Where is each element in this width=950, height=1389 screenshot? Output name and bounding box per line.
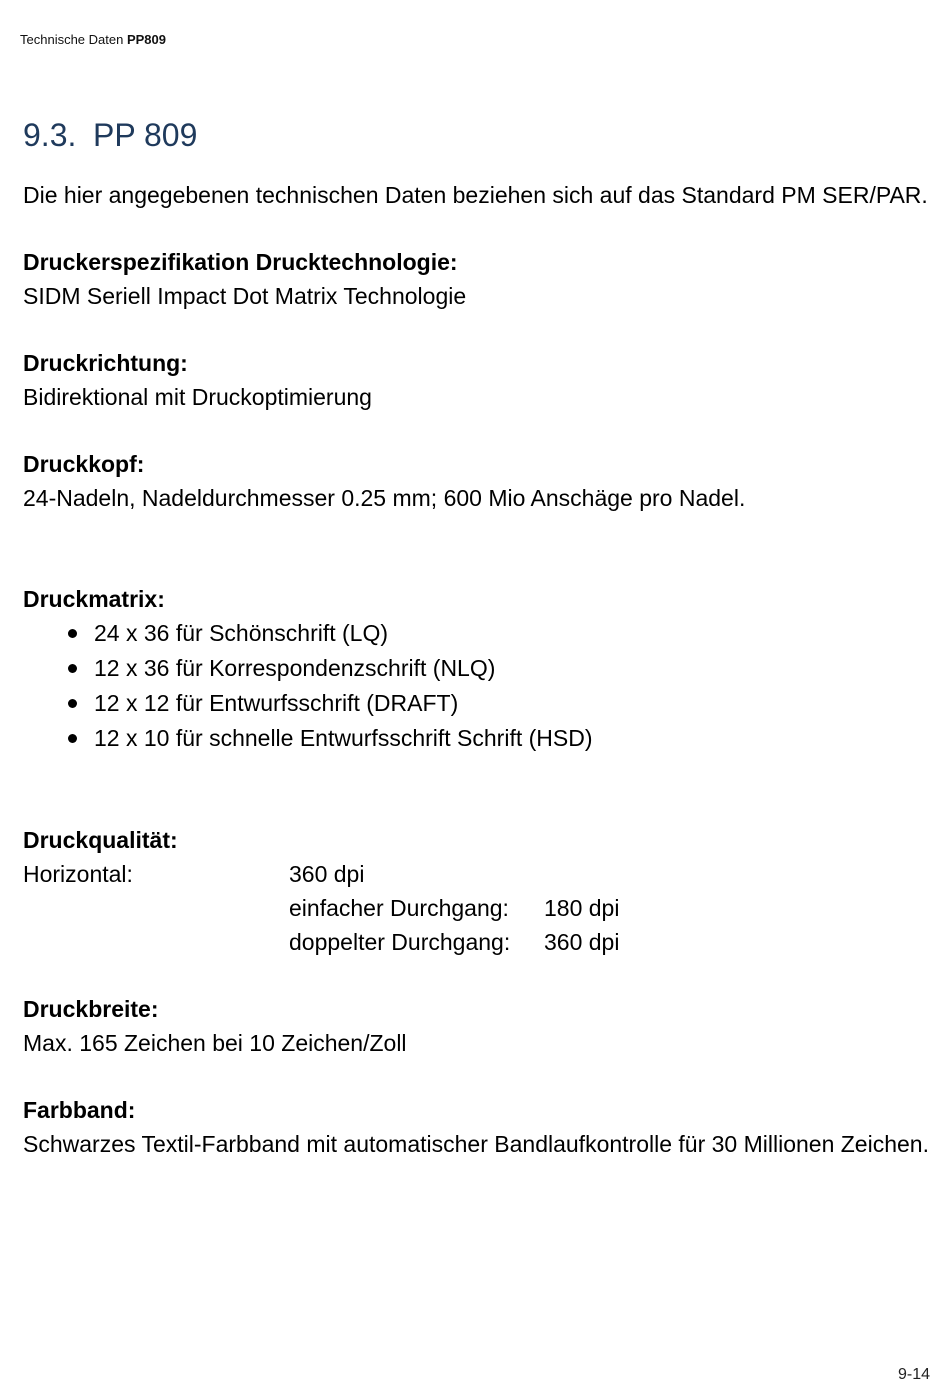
running-header-model: PP809 xyxy=(126,32,167,47)
single-pass-label: einfacher Durchgang: xyxy=(289,895,509,921)
section-title-text: PP 809 xyxy=(93,117,198,153)
running-header-text: Technische Daten xyxy=(20,32,124,47)
width-label: Druckbreite: xyxy=(23,996,159,1022)
quality-horizontal-value: 360 dpi xyxy=(289,861,365,887)
intro-paragraph: Die hier angegebenen technischen Daten beziehen sich auf das Standard PM SER/PAR. xyxy=(23,182,928,208)
direction-value: Bidirektional mit Druckoptimierung xyxy=(23,384,372,410)
list-item: 12 x 36 für Korrespondenzschrift (NLQ) xyxy=(68,651,933,686)
technology-label: Druckerspezifikation Drucktechnologie: xyxy=(23,249,458,275)
double-pass-value: 360 dpi xyxy=(544,929,620,955)
section-number: 9.3. xyxy=(23,117,77,153)
printhead-label: Druckkopf: xyxy=(23,451,145,477)
list-item: 12 x 10 für schnelle Entwurfsschrift Schrift (HSD) xyxy=(68,721,933,756)
ribbon-label: Farbband: xyxy=(23,1097,136,1123)
printhead-value: 24-Nadeln, Nadeldurchmesser 0.25 mm; 600 Mio Anschäge pro Nadel. xyxy=(23,485,746,511)
section-title xyxy=(23,117,197,154)
single-pass-value: 180 dpi xyxy=(544,895,620,921)
page-number: 9-14 xyxy=(897,1366,930,1383)
technology-value: SIDM Seriell Impact Dot Matrix Technologie xyxy=(23,283,467,309)
quality-single-pass-row xyxy=(23,891,933,925)
matrix-list xyxy=(23,616,933,756)
double-pass-label: doppelter Durchgang: xyxy=(289,929,511,955)
running-header xyxy=(20,32,166,47)
list-item: 12 x 12 für Entwurfsschrift (DRAFT) xyxy=(68,686,933,721)
direction-label: Druckrichtung: xyxy=(23,350,188,376)
width-value: Max. 165 Zeichen bei 10 Zeichen/Zoll xyxy=(23,1030,407,1056)
matrix-label: Druckmatrix: xyxy=(23,586,165,612)
quality-horizontal-label: Horizontal: xyxy=(23,861,133,887)
quality-label: Druckqualität: xyxy=(23,827,178,853)
quality-double-pass-row xyxy=(23,925,933,959)
ribbon-value: Schwarzes Textil-Farbband mit automatischer Bandlaufkontrolle für 30 Millionen Zeichen. xyxy=(23,1131,929,1157)
quality-horizontal-row xyxy=(23,857,933,891)
spec-content xyxy=(23,178,933,1161)
list-item: 24 x 36 für Schönschrift (LQ) xyxy=(68,616,933,651)
